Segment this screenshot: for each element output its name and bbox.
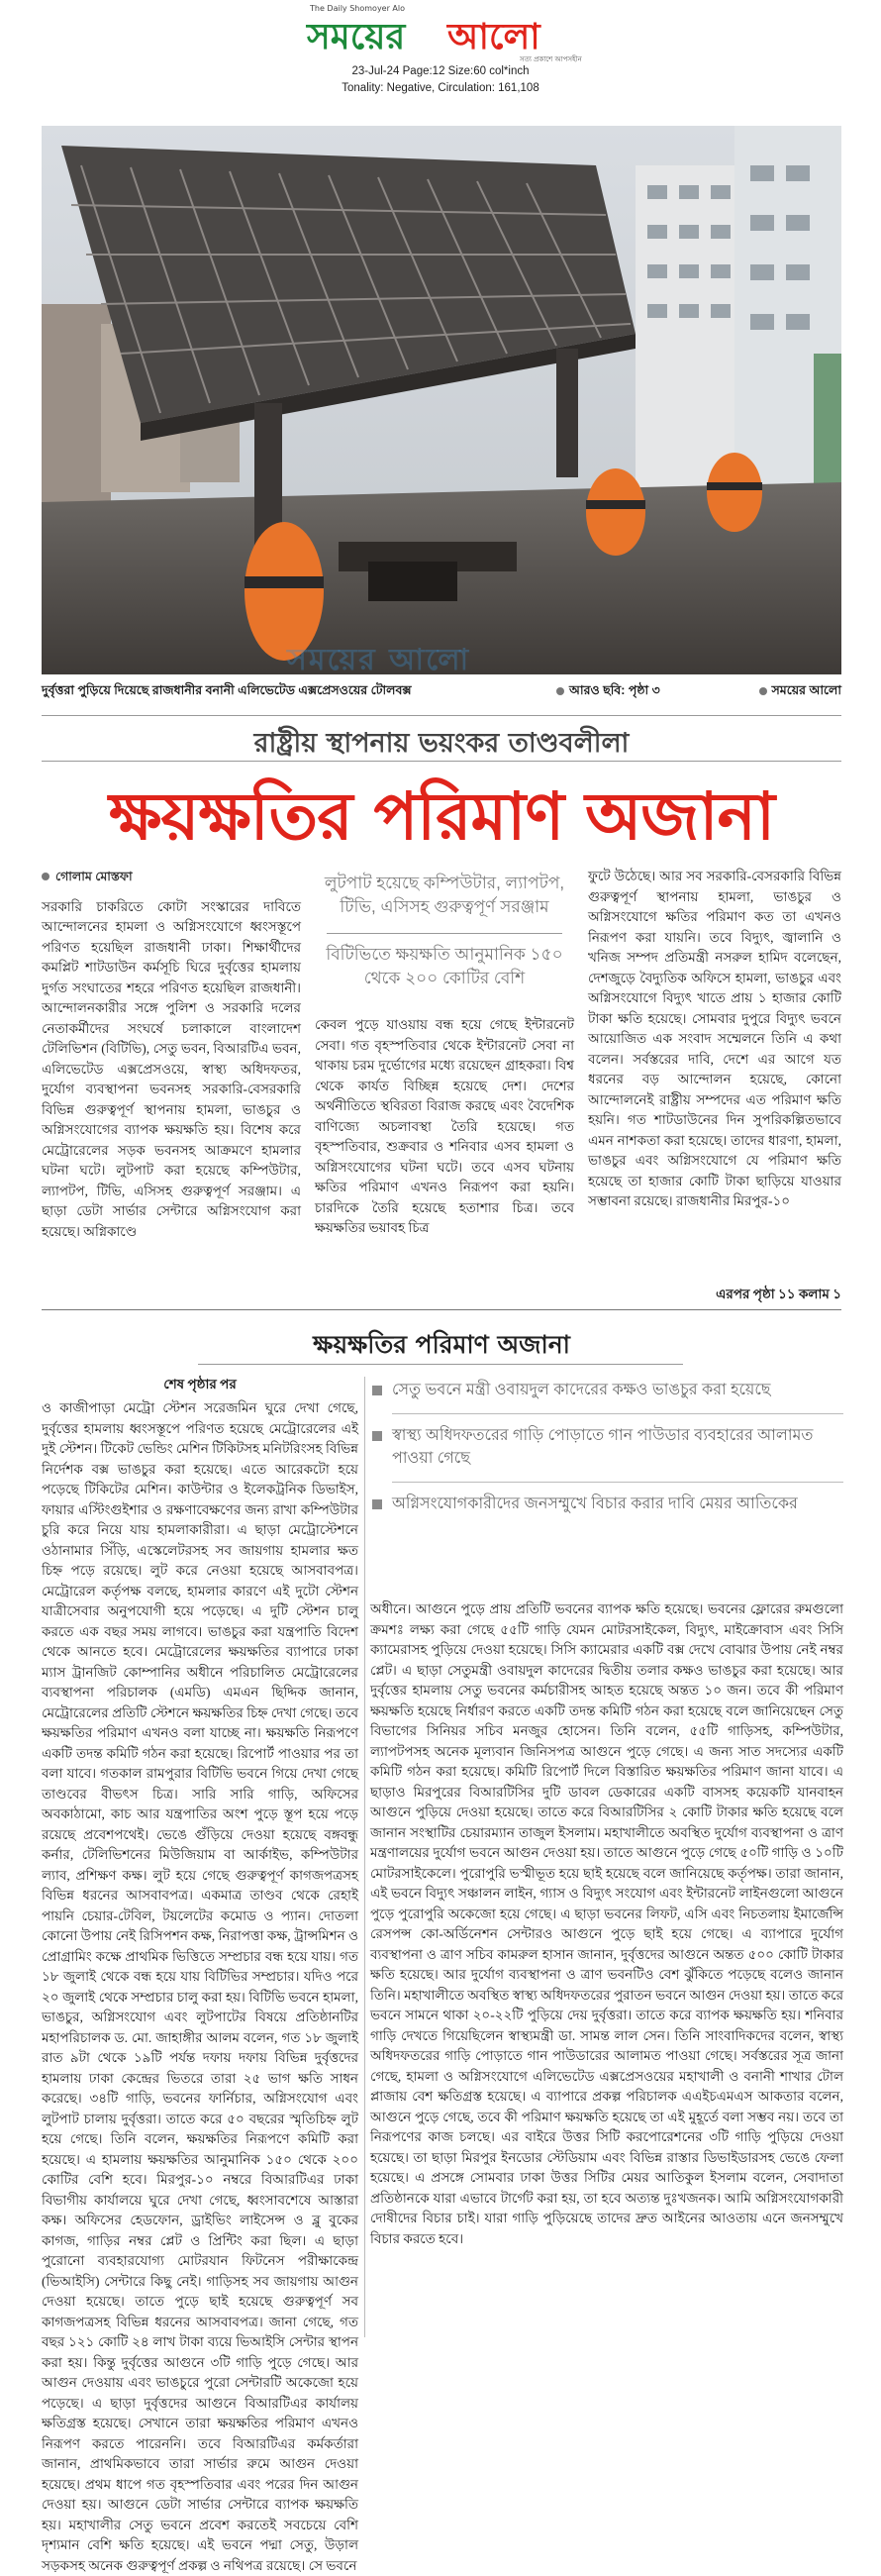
column-rule (364, 1377, 365, 2337)
article-body-col1: সরকারি চাকরিতে কোটা সংস্কারের দাবিতে আন্দোলনের হামলা ও অগ্নিসংযোগে ধ্বংসস্তূপে পরিণত হয়েছিল রাজধানী ঢাকা। শিক্ষার্থীদের কমপ্লিট শাটডাউন কর্মসূচি ঘিরে দুর্বৃত্তের হামলায় দুর্গত সংঘাতের শহরে পরিণত হয়েছিল রাজধানী। আন্দোলনকারীর সঙ্গে পুলিশ ও সরকারি দলের নেতাকর্মীদের সংঘর্ষে চলাকালে বাংলাদেশ টেলিভিশন (বিটিভি), সেতু ভবন, বিআরটিএ ভবন, এলিভেটেড এক্সপ্রেসওয়ে, স্বাস্থ্য অধিদফতর, দুর্যোগ ব্যবস্থাপনা ভবনসহ সরকারি-বেসরকারি বিভিন্ন গুরুত্বপূর্ণ স্থাপনায় হামলা, ভাঙচুর ও অগ্নিসংযোগের ব্যাপক ক্ষয়ক্ষতি হয়। বিশেষ করে মেট্রোরেলের সড়ক ভবনসহ আক্রমণে হামলার ঘটনা ঘটে। লুটপাট করা হয়েছে কম্পিউটার, ল্যাপটপ, টিভি, এসিসহ গুরুত্বপূর্ণ সরঞ্জাম। এ ছাড়া ডেটা সার্ভার সেন্টারে অগ্নিসংযোগ করা হয়েছে। অগ্নিকাণ্ডে (42, 898, 301, 1239)
photo-caption-text: দুর্বৃত্তরা পুড়িয়ে দিয়েছে রাজধানীর বনানী এলিভেটেড এক্সপ্রেসওয়ের টোলবক্স (42, 683, 412, 697)
bullet-dot-icon (556, 687, 564, 695)
logo-word-2: আলো (447, 16, 540, 57)
photo-watermark: সময়ের আলো (287, 643, 471, 677)
divider (198, 1364, 683, 1365)
section-divider (42, 1309, 841, 1310)
toll-plaza-illustration (42, 126, 841, 674)
continuation-title: ক্ষয়ক্ষতির পরিমাণ অজানা (313, 1330, 570, 1359)
logo-word-1: সময়ের (307, 16, 406, 57)
article-column-1 (42, 867, 301, 1302)
masthead-motto: সত্য প্রকাশে আপসহীন (520, 55, 582, 63)
headline-kicker: রাষ্ট্রীয় স্থাপনায় ভয়ংকর তাণ্ডবলীলা (253, 728, 630, 759)
continuation-subhead: শেষ পৃষ্ঠার পর (163, 1377, 237, 1391)
jump-line: এরপর পৃষ্ঠা ১১ কলাম ১ (716, 1287, 841, 1301)
bullet-dot-icon (42, 873, 49, 880)
newspaper-logo (307, 10, 584, 55)
divider (327, 933, 562, 934)
article-body-col3: ফুটে উঠেছে। আর সব সরকারি-বেসরকারি বিভিন্ন গুরুত্বপূর্ণ স্থাপনায় হামলা, ভাঙচুর ও অগ্নিসংযোগে ক্ষতির পরিমাণ কত তা এখনও নিরূপণ করা যায়নি। তবে বিদ্যুৎ, জ্বালানি ও খনিজ সম্পদ প্রতিমন্ত্রী নসরুল হামিদ বলেছেন, দেশজুড়ে বৈদ্যুতিক অফিসে হামলা, ভাঙচুর এবং অগ্নিসংযোগে বিদ্যুৎ খাতে প্রায় ১ হাজার কোটি টাকা ক্ষতি হয়েছে। সোমবার দুপুরে বিদ্যুৎ ভবনে আয়োজিত এক সংবাদ সম্মেলনে তিনি এ কথা বলেন। সর্বস্তরের দাবি, দেশে এর আগে যত ধরনের বড় আন্দোলন হয়েছে, কোনো আন্দোলনেই রাষ্ট্রীয় সম্পদের এত পরিমাণ ক্ষতি হয়নি। গত শাটডাউনের দিন সুপরিকল্পিতভাবে এমন নাশকতা করা হয়েছে। তাদের ধারণা, হামলা, ভাঙচুর এবং অগ্নিসংযোগে যে পরিমাণ ক্ষতি হয়েছে তা হাজার কোটি টাকা ছাড়িয়ে যাওয়ার সম্ভাবনা রয়েছে। রাজধানীর মিরপুর-১০ (588, 869, 841, 1208)
divider (392, 1413, 843, 1414)
highlight-item: অগ্নিসংযোগকারীদের জনসম্মুখে বিচার করার দাবি মেয়র আতিকের (370, 1493, 843, 1515)
photo-caption (42, 680, 841, 702)
clipping-meta-date: 23-Jul-24 Page:12 Size:60 col*inch (351, 65, 530, 77)
byline (42, 867, 301, 887)
pull-quote-1: লুটপাট হয়েছে কম্পিউটার, ল্যাপটপ, টিভি, এসিসহ গুরুত্বপূর্ণ সরঞ্জাম (324, 874, 565, 916)
lead-photo (42, 126, 841, 674)
photo-credit (759, 682, 841, 702)
masthead (0, 0, 881, 109)
continuation-column-a: ও কাজীপাড়া মেট্রো স্টেশন সরেজমিন ঘুরে দেখা গেছে, দুর্বৃত্তের হামলায় ধ্বংসস্তূপে পরিণত হয়েছে মেট্রোরেলের এই দুই স্টেশন। টিকেট ভেন্ডিং মেশিন টিকিটসহ মনিটরিংসহ বিভিন্ন নির্দেশক বক্স ভাঙচুর করা হয়েছে। এতে আরেকটো হয়ে পড়েছে টিকিটের মেশিন। কাউন্টার ও ইলেকট্রনিক ডিভাইস, ফায়ার এস্টিংগুইশার ও রক্ষণাবেক্ষণের জন্য রাখা কম্পিউটার চুরি করে নিয়ে যায় হামলাকারীরা। এ ছাড়া মেট্রোস্টেশনে ওঠানামার সিঁড়ি, এস্কেলেটরসহ সব জায়গায় হামলার ক্ষত চিহ্ন পড়ে রয়েছে। লুট করে নেওয়া হয়েছে আসবাবপত্র। মেট্রোরেল কর্তৃপক্ষ বলছে, হামলার কারণে এই দুটো স্টেশন যাত্রীসেবার অনুপযোগী হয়ে পড়েছে। এ দুটি স্টেশন চালু করতে এক বছর সময় লাগবে। ভাঙচুর করা যন্ত্রপাতি বিদেশ থেকে আনতে হবে। মেট্রোরেলের ক্ষয়ক্ষতির ব্যাপারে ঢাকা ম্যাস ট্রানজিট কোম্পানির অধীনে পরিচালিত মেট্রোরেলের ব্যবস্থাপনা পরিচালক (এমডি) এমএন ছিদ্দিক জানান, মেট্রোরেলের প্রতিটি স্টেশনে ক্ষয়ক্ষতির চিহ্ন দেখা গেছে। তবে ক্ষয়ক্ষতির পরিমাণ এখনও বলা যাচ্ছে না। ক্ষয়ক্ষতি নিরূপণে একটি তদন্ত কমিটি গঠন করা হয়েছে। রিপোর্ট পাওয়ার পর তা বলা যাবে। গতকাল রামপুরার বিটিভি ভবনে গিয়ে দেখা গেছে তাণ্ডবের বীভৎস চিত্র। সারি সারি গাড়ি, অফিসের অবকাঠামো, কাচ আর যন্ত্রপাতির অংশ পুড়ে স্তূপ হয়ে পড়ে রয়েছে প্রবেশপথেই। ভেঙে গুঁড়িয়ে দেওয়া হয়েছে বঙ্গবন্ধু কর্নার, টেলিভিশনের মিউজিয়াম বা আর্কাইভ, কম্পিউটার ল্যাব, প্রশিক্ষণ কক্ষ। লুট হয়ে গেছে গুরুত্বপূর্ণ কাগজপত্রসহ বিভিন্ন ধরনের আসবাবপত্র। একমাত্র তাণ্ডব থেকে রেহাই পায়নি চেয়ার-টেবিল, টয়লেটের কমোড ও প্যান। দোতলা কোনো উপায় নেই রিসিপশন কক্ষ, নিরাপত্তা কক্ষ, ট্রান্সমিশন ও প্রোগ্রামিং কক্ষে প্রাথমিক ভিত্তিতে সম্প্রচার বন্ধ হয়ে যায়। গত ১৮ জুলাই থেকে বন্ধ হয়ে যায় বিটিভির সম্প্রচার। যদিও পরে ২০ জুলাই থেকে সম্প্রচার চালু করা হয়। বিটিভি ভবনে হামলা, ভাঙচুর, অগ্নিসংযোগ এবং লুটপাটের বিষয়ে প্রতিষ্ঠানটির মহাপরিচালক ড. মো. জাহাঙ্গীর আলম বলেন, গত ১৮ জুলাই রাত ৯টা থেকে ১৯টি পর্যন্ত দফায় দফায় বিভিন্ন দুর্বৃত্তদের হামলায় ঢাকা কেন্দ্রের ভিতরে তারা ২৫ ভাগ ক্ষতি সাধন করেছে। ৩৪টি গাড়ি, ভবনের ফার্নিচার, অগ্নিসংযোগ এবং লুটপাট চালায় দুর্বৃত্তরা। তাতে করে ৫০ বছরের স্মৃতিচিহ্ন লুট হয়ে গেছে। তিনি বলেন, ক্ষয়ক্ষতির নিরূপণে কমিটি করা হয়েছে। এ হামলায় ক্ষয়ক্ষতির আনুমানিক ১৫০ থেকে ২০০ কোটির বেশি হবে। মিরপুর-১০ নম্বরে বিআরটিএর ঢাকা বিভাগীয় কার্যালয়ে ঘুরে দেখা গেছে, ধ্বংসাবশেষে আস্তারা কক্ষ। অফিসের হেডফোন, ড্রাইভিং লাইসেন্স ও ব্লু বুকের কাগজ, গাড়ির নম্বর প্লেট ও প্রিন্টিং করা ছিল। এ ছাড়া পুরোনো ব্যবহারযোগ্য মোটরযান ফিটনেস পরীক্ষাকেন্দ্র (ভিআইসি) সেন্টারে কিছু নেই। গাড়িসহ সব জায়গায় আগুন দেওয়া হয়েছে। তাতে পুড়ে ছাই হয়েছে গুরুত্বপূর্ণ সব কাগজপত্রসহ বিভিন্ন ধরনের আসবাবপত্র। জানা গেছে, গত বছর ১২১ কোটি ২৪ লাখ টাকা ব্যয়ে ভিআইসি সেন্টার স্থাপন করা হয়। কিন্তু দুর্বৃত্তের আগুনে ৩টি গাড়ি পুড়ে গেছে। আর আগুন দেওয়ায় এবং ভাঙচুরে পুরো সেন্টারটি অকেজো হয়ে পড়েছে। এ ছাড়া দুর্বৃত্তদের আগুনে বিআরটিএর কার্যালয় ক্ষতিগ্রস্ত হয়েছে। সেখানে তারা ক্ষয়ক্ষতির পরিমাণ এখনও নিরূপণ করতে পারেননি। তবে বিআরটিএর কর্মকর্তারা জানান, প্রাথমিকভাবে তারা সার্ভার রুমে আগুন দেওয়া হয়েছে। প্রথম ধাপে গত বৃহস্পতিবার এবং পরের দিন আগুন দেওয়া হয়। আগুনে ডেটা সার্ভার সেন্টারে ব্যাপক ক্ষয়ক্ষতি হয়। মহাখালীর সেতু ভবনে প্রবেশ করতেই সবচেয়ে বেশি দৃশ্যমান বেশি ক্ষতি হয়েছে। এই ভবনে পদ্মা সেতু, উড়াল সড়কসহ অনেক গুরুত্বপূর্ণ প্রকল্প ও নথিপত্র রয়েছে। সে ভবনে (42, 1400, 358, 2573)
highlight-item: স্বাস্থ্য অধিদফতরের গাড়ি পোড়াতে গান পাউডার ব্যবহারের আলামত পাওয়া গেছে (370, 1424, 843, 1470)
photo-credit-text: সময়ের আলো (771, 683, 841, 697)
clipping-meta-tonality: Tonality: Negative, Circulation: 161,108 (342, 82, 539, 94)
divider (42, 715, 841, 716)
pull-quote-2: বিটিভিতে ক্ষয়ক্ষতি আনুমানিক ১৫০ থেকে ২০০ কোটির বেশি (326, 945, 563, 987)
continuation-column-b: অধীনে। আগুনে পুড়ে প্রায় প্রতিটি ভবনের ব্যাপক ক্ষতি হয়েছে। ভবনের ফ্লোরের রুমগুলো ক্রমশঃ লক্ষ্য করা গেছে ৫৫টি গাড়ি যেমন মোটরসাইকেল, বিদ্যুৎ, মাইক্রোবাস এবং সিসি ক্যামেরাসহ পুড়িয়ে দেওয়া হয়েছে। সিসি ক্যামেরার একটি বক্স দেখে বোঝার উপায় নেই নম্বর প্লেট। এ ছাড়া সেতুমন্ত্রী ওবায়দুল কাদেরের দ্বিতীয় তলার কক্ষও ভাঙচুর করা হয়েছে। আর দুর্বৃত্তের হামলায় সেতু ভবনের কর্মচারীসহ আহত হয়েছে অন্তত ১০ জন। তবে কী পরিমাণ ক্ষয়ক্ষতি হয়েছে নির্ধারণ করতে একটি তদন্ত কমিটি গঠন করা হয়েছে বলে জানিয়েছেন সেতু বিভাগের সিনিয়র সচিব মনজুর হোসেন। তিনি বলেন, ৫৫টি গাড়িসহ, কম্পিউটার, ল্যাপটপসহ অনেক মূল্যবান জিনিসপত্র আগুনে পুড়ে গেছে। এ জন্য সাত সদস্যের একটি কমিটি গঠন করা হয়েছে। কমিটি রিপোর্ট দিলে বিস্তারিত ক্ষয়ক্ষতির পরিমাণ জানা যাবে। এ ছাড়াও মিরপুরের বিআরটিসির দুটি ডাবল ডেকারের একটি বাসসহ কয়েকটি যানবাহন আগুনে পুড়িয়ে দেওয়া হয়েছে। তাতে করে বিআরটিসির ২ কোটি টাকার ক্ষতি হয়েছে বলে জানান সংস্থাটির চেয়ারম্যান তাজুল ইসলাম। মহাখালীতে অবস্থিত দুর্যোগ ব্যবস্থাপনা ও ত্রাণ মন্ত্রণালয়ের দুর্যোগ ভবনে আগুন দেওয়া হয়। তাতে আগুনে পুড়ে গেছে ৫০টি গাড়ি ও ১০টি মোটরসাইকেলে। পুরোপুরি ভস্মীভূত হয়ে ছাই হয়েছে বলে জানিয়েছে কর্তৃপক্ষ। তারা জানান, এই ভবনে বিদ্যুৎ সঞ্চালন লাইন, গ্যাস ও বিদ্যুৎ সংযোগ এবং ইন্টারনেট লাইনগুলো আগুনে পুড়ে পুরোপুরি অকেজো হয়ে গেছে। এ ছাড়া ভবনের লিফট, এসি এবং নিচতলায় ইমার্জেন্সি রেসপন্স কো-অর্ডিনেশন সেন্টারও আগুনে পুড়ে ছাই হয়ে গেছে। এ ব্যাপারে দুর্যোগ ব্যবস্থাপনা ও ত্রাণ সচিব কামরুল হাসান জানান, দুর্বৃত্তদের আগুনে অন্তত ৫০০ কোটি টাকার ক্ষতি হয়েছে। আর দুর্যোগ ব্যবস্থাপনা ও ত্রাণ ভবনটিও বেশ ঝুঁকিতে পড়েছে বলেও জানান তিনি। মহাখালীতে অবস্থিত স্বাস্থ্য অধিদফতরের পুরাতন ভবনে আগুন দেওয়া হয়। তাতে করে ভবনে সামনে থাকা ২০-২২টি পুড়িয়ে দেয় দুর্বৃত্তরা। তাতে করে ব্যাপক ক্ষয়ক্ষতি হয়। শনিবার গাড়ি দেখতে গিয়েছিলেন স্বাস্থ্যমন্ত্রী ডা. সামন্ত লাল সেন। তিনি সাংবাদিকদের বলেন, স্বাস্থ্য অধিদফতরের গাড়ি পোড়াতে গান পাউডারের আলামত পাওয়া গেছে। সর্বস্তরের সূত্র জানা গেছে, হামলা ও অগ্নিসংযোগে এলিভেটেড এক্সপ্রেসওয়ের মহাখালী ও বনানী শাখার টোল প্লাজায় বেশ ক্ষতিগ্রস্ত হয়েছে। এ ব্যাপারে প্রকল্প পরিচালক এএইচএমএস আকতার বলেন, আগুনে পুড়ে গেছে, তবে কী পরিমাণ ক্ষয়ক্ষতি হয়েছে তা এই মুহূর্তে বলা সম্ভব নয়। তবে তা নিরূপণের কাজ চলছে। এর বাইরে উত্তর সিটি করপোরেশনের ৩টি গাড়ি পুড়িয়ে দেওয়া হয়েছে। তা ছাড়া মিরপুর ইনডোর স্টেডিয়াম এবং বিভিন্ন রাস্তার ডিভাইডারসহ ভেঙে ফেলা হয়েছে। এ প্রসঙ্গে সোমবার ঢাকা উত্তর সিটির মেয়র আতিকুল ইসলাম বলেন, সেবাদাতা প্রতিষ্ঠানকে যারা এভাবে টার্গেট করা হয়, তা হবে অত্যন্ত দুঃখজনক। আমি অগ্নিসংযোগকারী দোষীদের বিচার চাই। যারা গাড়ি পুড়িয়েছে তাদের দ্রুত আইনের আওতায় এনে জনসম্মুখে বিচার করতে হবে। (370, 1601, 843, 2246)
highlight-item: সেতু ভবনে মন্ত্রী ওবায়দুল কাদেরের কক্ষও ভাঙচুর করা হয়েছে (370, 1379, 843, 1401)
more-photos-reference (556, 682, 660, 702)
main-headline: ক্ষয়ক্ষতির পরিমাণ অজানা (108, 777, 775, 855)
masthead-small-tag: The Daily Shomoyer Alo (310, 4, 406, 13)
byline-text: গোলাম মোস্তফা (55, 870, 133, 883)
divider (42, 761, 841, 762)
bullet-dot-icon (759, 687, 767, 695)
more-photos-text: আরও ছবি: পৃষ্ঠা ৩ (569, 683, 660, 697)
divider (392, 1482, 843, 1483)
highlights-box (370, 1379, 843, 1527)
article-body-col2: কেবল পুড়ে যাওয়ায় বন্ধ হয়ে গেছে ইন্টারনেট সেবা। গত বৃহস্পতিবার থেকে ইন্টারনেট সেবা না থাকায় চরম দুর্ভোগের মধ্যে রয়েছেন গ্রাহকরা। বিশ্ব থেকে কার্যত বিচ্ছিন্ন হয়েছে দেশ। দেশের অর্থনীতিতে স্থবিরতা বিরাজ করছে এবং বৈদেশিক বাণিজ্যে অচলাবস্থা তৈরি হয়েছে। গত বৃহস্পতিবার, শুক্রবার ও শনিবার এসব হামলা ও অগ্নিসংযোগের ঘটনা ঘটে। তবে এসব ঘটনায় ক্ষতির পরিমাণ এখনও নিরূপণ করা হয়নি। চারদিকে তৈরি হয়েছে হতাশার চিত্র। তবে ক্ষয়ক্ষতির ভয়াবহ চিত্র (315, 1017, 574, 1235)
